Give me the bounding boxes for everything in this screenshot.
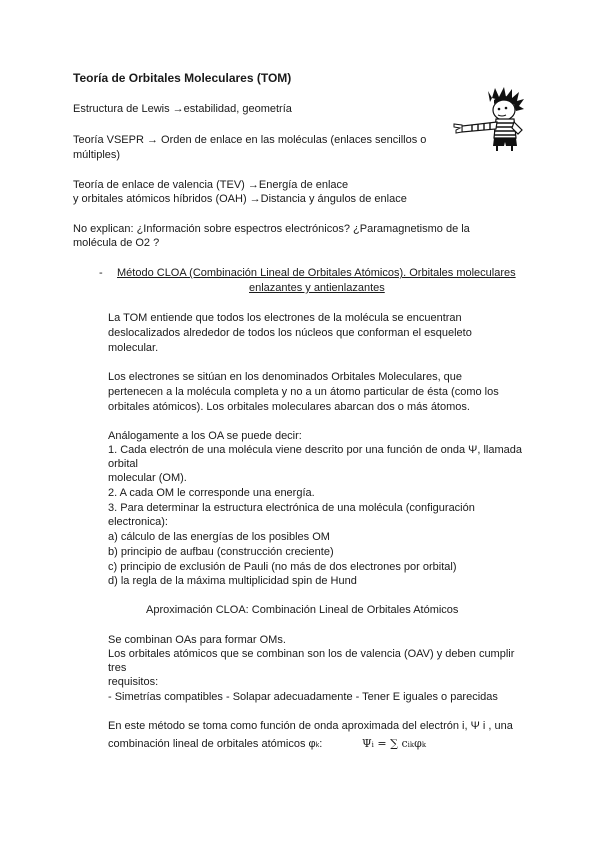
analog-line: a) cálculo de las energías de los posibles OM [108, 531, 330, 543]
formula-psi-sub: i [371, 741, 374, 749]
final-line-1: En este método se toma como función de onda aproximada del electrón i, Ψ i , una [108, 720, 513, 732]
final-line-2 [108, 737, 322, 753]
final-line-2-text: combinación lineal de orbitales atómicos φ [108, 738, 316, 750]
combine-line: Los orbitales atómicos que se combinan son los de valencia (OAV) y deben cumplir [108, 648, 515, 660]
formula-sum: = ∑ c [373, 737, 408, 750]
page-title: Teoría de Orbitales Moleculares (TOM) [73, 71, 292, 85]
combine-line: requisitos: [108, 676, 159, 688]
analog-line: b) principio de aufbau (construcción creciente) [108, 546, 334, 558]
analog-line: 2. A cada OM le corresponde una energía. [108, 487, 315, 499]
no-explican-line-2: molécula de O2 ? [73, 237, 160, 249]
analog-line: orbital [108, 458, 138, 470]
analog-line: molecular (OM). [108, 472, 187, 484]
final-line-2-sub: k [315, 742, 320, 749]
tev-line-1: Teoría de enlace de valencia (TEV) →Energía de enlace [73, 179, 349, 191]
combine-line: tres [108, 662, 127, 674]
combine-line: - Simetrías compatibles - Solapar adecuadamente - Tener E iguales o parecidas [108, 691, 498, 703]
tom-para-line-1: La TOM entiende que todos los electrones de la molécula se encuentran [108, 312, 462, 324]
formula-phi-sub: k [421, 741, 427, 749]
combine-line: Se combinan OAs para formar OMs. [108, 634, 286, 646]
method-heading-line-2: enlazantes y antienlazantes [249, 282, 385, 294]
tev-line-2: y orbitales atómicos híbridos (OAH) →Distancia y ángulos de enlace [73, 193, 407, 205]
lewis-line: Estructura de Lewis →estabilidad, geometría [73, 103, 292, 115]
tom-para-line-3: molecular. [108, 342, 159, 354]
analog-line: 1. Cada electrón de una molécula viene descrito por una función de onda Ψ, llamada [108, 444, 523, 456]
bullet-marker: - [99, 267, 103, 279]
analog-line: 3. Para determinar la estructura electrónica de una molécula (configuración [108, 502, 475, 514]
final-line-2-colon: : [319, 738, 323, 750]
om-para-line-3: orbitales atómicos). Los orbitales moleculares abarcan dos o más átomos. [108, 401, 470, 413]
vsepr-line-2: múltiples) [73, 149, 121, 161]
om-para-line-2: pertenecen a la molécula completa y no a un átomo particular de ésta (como los [108, 386, 499, 398]
analog-line: Análogamente a los OA se puede decir: [108, 430, 302, 442]
formula-psi: Ψ [362, 737, 372, 750]
formula-phi: φ [414, 737, 422, 750]
method-heading-line-1: Método CLOA (Combinación Lineal de Orbitales Atómicos). Orbitales moleculares [117, 267, 516, 279]
cartoon-boy-illustration [452, 86, 532, 152]
om-para-line-1: Los electrones se sitúan en los denominados Orbitales Moleculares, que [108, 371, 463, 383]
vsepr-line-1: Teoría VSEPR → Orden de enlace en las moléculas (enlaces sencillos o [73, 134, 427, 146]
analog-line: d) la regla de la máxima multiplicidad spin de Hund [108, 575, 357, 587]
analog-line: c) principio de exclusión de Pauli (no más de dos electrones por orbital) [108, 561, 457, 573]
cloa-subtitle: Aproximación CLOA: Combinación Lineal de Orbitales Atómicos [146, 604, 459, 616]
formula-c-sub: ik [407, 741, 415, 749]
lcao-formula [362, 736, 426, 753]
no-explican-line-1: No explican: ¿Información sobre espectros electrónicos? ¿Paramagnetismo de la [73, 223, 470, 235]
tom-para-line-2: deslocalizados alrededor de todos los núcleos que conforman el esqueleto [108, 327, 472, 339]
analog-line: electronica): [108, 516, 168, 528]
